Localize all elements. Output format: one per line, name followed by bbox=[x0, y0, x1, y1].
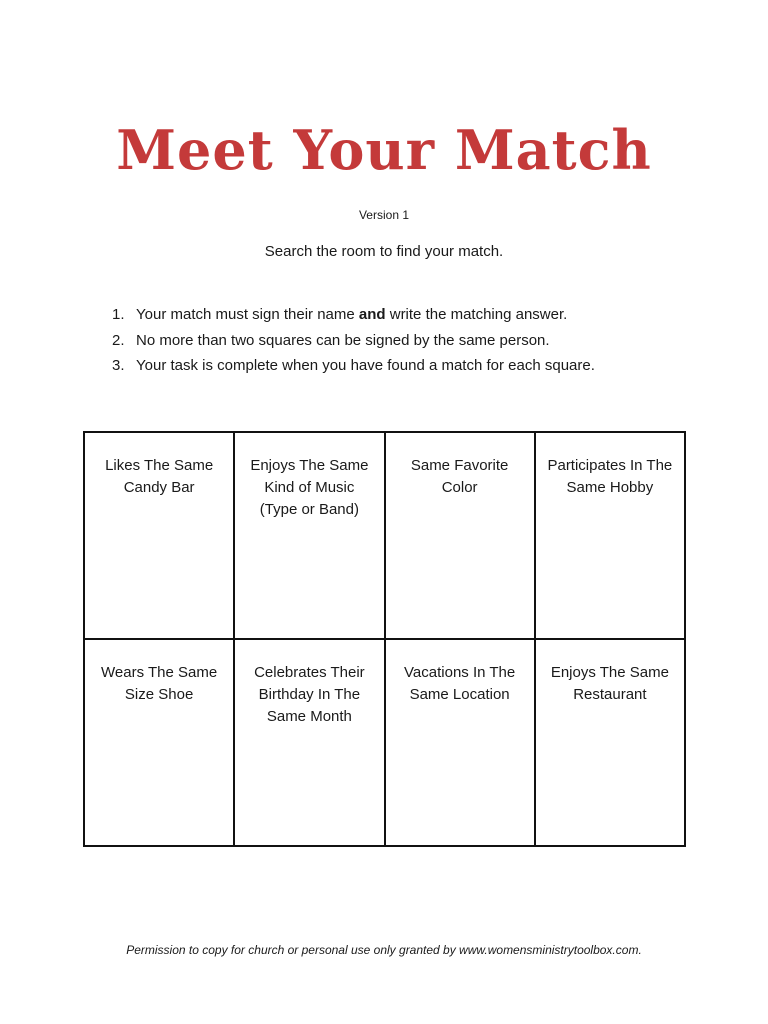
square-text: (Type or Band) bbox=[259, 501, 359, 518]
square-text: Kind of Music bbox=[264, 479, 355, 496]
match-square[interactable] bbox=[84, 432, 234, 639]
rule-item bbox=[112, 304, 595, 330]
square-text: Same Location bbox=[409, 686, 510, 703]
square-text: Likes The Same bbox=[105, 457, 214, 474]
square-text: Same Hobby bbox=[566, 479, 654, 496]
match-square[interactable] bbox=[234, 639, 384, 846]
square-text: Birthday In The bbox=[258, 686, 361, 703]
permission-footer: Permission to copy for church or personal use only granted by www.womensministrytoolbox.com. bbox=[126, 943, 642, 957]
rule-text: write the matching answer. bbox=[385, 306, 568, 323]
match-square[interactable] bbox=[535, 432, 685, 639]
square-text: Enjoys The Same bbox=[250, 457, 369, 474]
rule-number: 3. bbox=[112, 357, 125, 374]
page-title: Meet Your Match bbox=[116, 118, 652, 182]
match-square[interactable] bbox=[385, 639, 535, 846]
square-text: Color bbox=[441, 479, 478, 496]
rule-text: Your match must sign their name bbox=[136, 306, 359, 323]
intro-text: Search the room to find your match. bbox=[264, 243, 504, 260]
square-text: Same Favorite bbox=[410, 457, 509, 474]
rule-number: 1. bbox=[112, 306, 125, 323]
rule-number: 2. bbox=[112, 331, 125, 349]
rule-emphasis: and bbox=[358, 306, 386, 323]
match-square[interactable] bbox=[234, 432, 384, 639]
square-text: Candy Bar bbox=[123, 479, 195, 496]
square-text: Vacations In The bbox=[404, 664, 516, 681]
grid-row bbox=[84, 639, 685, 846]
version-label: Version 1 bbox=[358, 208, 410, 222]
match-square[interactable] bbox=[535, 639, 685, 846]
square-text: Wears The Same bbox=[101, 664, 218, 681]
rule-item bbox=[112, 330, 595, 356]
square-text: Restaurant bbox=[573, 686, 647, 703]
square-text: Same Month bbox=[266, 708, 352, 725]
rule-text: No more than two squares can be signed by the same person. bbox=[136, 331, 550, 349]
square-text: Size Shoe bbox=[124, 686, 194, 703]
grid-row bbox=[84, 432, 685, 639]
square-text: Participates In The bbox=[547, 457, 673, 474]
match-grid bbox=[83, 431, 686, 847]
match-square[interactable] bbox=[385, 432, 535, 639]
square-text: Enjoys The Same bbox=[550, 664, 669, 681]
rule-text: Your task is complete when you have found a match for each square. bbox=[136, 357, 595, 374]
rule-item bbox=[112, 355, 595, 381]
match-square[interactable] bbox=[84, 639, 234, 846]
square-text: Celebrates Their bbox=[254, 664, 365, 681]
rules-list bbox=[112, 304, 595, 381]
